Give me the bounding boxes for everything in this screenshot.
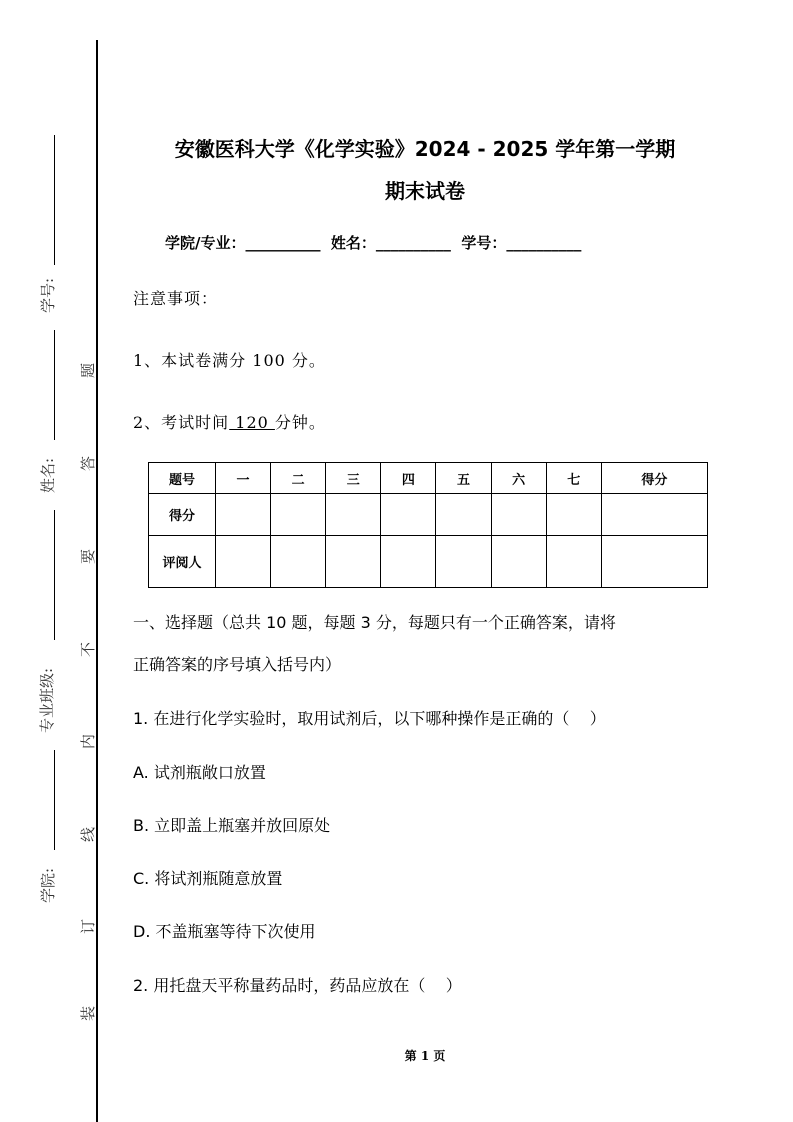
note-item: 1、本试卷满分 100 分。 — [133, 351, 326, 370]
name-label: 姓名: — [39, 457, 58, 494]
option: D. 不盖瓶塞等待下次使用 — [133, 922, 316, 941]
question-1: 1. 在进行化学实验时，取用试剂后，以下哪种操作是正确的（ ） — [133, 709, 606, 728]
score-cell — [381, 494, 436, 536]
student-id-label: 学号: — [39, 277, 58, 314]
score-cell — [491, 494, 546, 536]
option: B. 立即盖上瓶塞并放回原处 — [133, 816, 331, 835]
score-cell — [546, 494, 601, 536]
binding-line — [96, 40, 98, 1122]
question-2: 2. 用托盘天平称量药品时，药品应放在（ ） — [133, 976, 462, 995]
table-header-cell: 四 — [381, 463, 436, 494]
reviewer-cell — [491, 536, 546, 588]
notes-heading: 注意事项： — [133, 289, 219, 308]
section-heading: 一、选择题（总共 10 题，每题 3 分，每题只有一个正确答案，请将 — [133, 613, 616, 632]
exam-duration: 120 — [229, 413, 275, 432]
row-label: 得分 — [149, 494, 216, 536]
table-header-cell: 七 — [546, 463, 601, 494]
table-header-cell: 六 — [491, 463, 546, 494]
reviewer-cell — [381, 536, 436, 588]
table-header-cell: 三 — [326, 463, 381, 494]
score-cell — [436, 494, 491, 536]
major-class-label: 专业班级: — [38, 667, 57, 734]
seal-char: 答 — [79, 455, 98, 472]
seal-char: 订 — [79, 918, 98, 935]
reviewer-cell — [546, 536, 601, 588]
table-header-row — [149, 463, 708, 494]
row-label: 评阅人 — [149, 536, 216, 588]
student-info-line: 学院/专业：__________ 姓名：__________ 学号：__________ — [165, 234, 582, 252]
reviewer-cell — [436, 536, 491, 588]
score-cell — [216, 494, 271, 536]
reviewer-cell — [216, 536, 271, 588]
college-label: 学院: — [39, 867, 58, 904]
reviewer-cell — [601, 536, 707, 588]
page-number: 第 1 页 — [404, 1049, 446, 1063]
seal-char: 线 — [79, 826, 98, 843]
table-header-cell: 得分 — [601, 463, 707, 494]
seal-char: 题 — [79, 362, 98, 379]
score-cell — [271, 494, 326, 536]
table-row — [149, 494, 708, 536]
reviewer-cell — [271, 536, 326, 588]
option: A. 试剂瓶敞口放置 — [133, 763, 266, 782]
score-table — [148, 462, 708, 588]
seal-char: 要 — [79, 548, 98, 565]
table-header-cell: 五 — [436, 463, 491, 494]
note-text: 分钟。 — [274, 413, 326, 432]
field-underline — [54, 330, 55, 440]
exam-subtitle: 期末试卷 — [385, 179, 465, 203]
field-underline — [54, 135, 55, 265]
section-heading: 正确答案的序号填入括号内） — [133, 655, 342, 674]
table-header-cell: 二 — [271, 463, 326, 494]
score-cell — [326, 494, 381, 536]
exam-title: 安徽医科大学《化学实验》2024 - 2025 学年第一学期 — [174, 137, 676, 161]
score-cell — [601, 494, 707, 536]
table-header-cell: 一 — [216, 463, 271, 494]
seal-char: 不 — [79, 641, 98, 658]
table-row — [149, 536, 708, 588]
reviewer-cell — [326, 536, 381, 588]
table-header-cell: 题号 — [149, 463, 216, 494]
option: C. 将试剂瓶随意放置 — [133, 869, 283, 888]
seal-char: 装 — [79, 1005, 98, 1022]
field-underline — [54, 750, 55, 850]
seal-char: 内 — [79, 733, 98, 750]
note-item — [133, 410, 326, 433]
field-underline — [54, 510, 55, 640]
note-text: 2、考试时间 — [133, 413, 230, 432]
